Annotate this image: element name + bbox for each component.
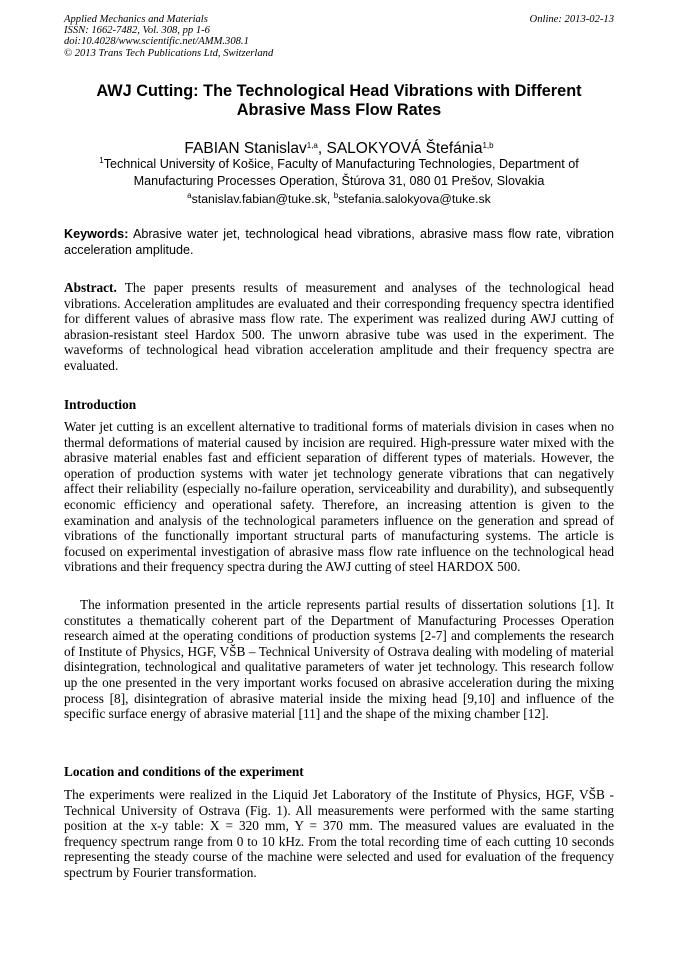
email-link[interactable]: stanislav.fabian@tuke.sk (191, 192, 327, 206)
author-sup: 1,b (482, 141, 494, 150)
abstract (64, 280, 614, 374)
affiliation-sup: 1 (99, 156, 104, 165)
section-heading: Location and conditions of the experiment (64, 764, 304, 779)
body-paragraph: The experiments were realized in the Liquid Jet Laboratory of the Institute of Physics, HGF, VŠB - Technical University of Ostrava (Fig. 1). All measurements were performed with the same starting position at the x-y table: X = 320 mm, Y = 370 mm. The measured values are evaluated in the frequency spectrum range from 0 to 10 kHz. From the total recording time of each cutting 10 seconds representing the steady course of the machine were selected and used for evaluation of the frequency spectrum by Fourier transformation. (64, 787, 614, 880)
title-line: Abrasive Mass Flow Rates (236, 101, 442, 119)
author-name: FABIAN Stanislav (184, 140, 307, 157)
abstract-text: The paper presents results of measurement and analyses of the technological head vibrations. Acceleration amplitudes are evaluated and their corresponding frequency spectra identified for different values of abrasive mass flow rate. The experiment was realized during AWJ cutting of abrasion-resistant steel Hardox 500. The unworn abrasive tube was used in the experiment. The waveforms of technological head vibration acceleration amplitude and their frequency spectra are evaluated. (64, 280, 614, 373)
section-heading: Introduction (64, 397, 137, 412)
body-paragraph: The information presented in the article represents partial results of dissertation solutions [1]. It constitutes a thematically coherent part of the Department of Manufacturing Processes Operation research aimed at the operating conditions of production systems [2-7] and complements the research of Institute of Physics, HGF, VŠB – Technical University of Ostrava dealing with modeling of material disintegration, technological and qualitative parameters of water jet technology. This research follow up the one presented in the very important works focused on abrasive acceleration during the mixing process [8], disintegration of abrasive material inside the mixing head [9,10] and influence of the specific surface energy of abrasive material [11] and the shape of the mixing chamber [12]. (64, 597, 614, 722)
keywords (64, 226, 614, 258)
affiliation-line: Technical University of Košice, Faculty of Manufacturing Technologies, Department of (103, 157, 579, 171)
email-link[interactable]: stefania.salokyova@tuke.sk (338, 192, 491, 206)
issn: ISSN: 1662-7482, Vol. 308, pp 1-6 (64, 25, 210, 37)
journal-name: Applied Mechanics and Materials (64, 14, 208, 25)
title-line: AWJ Cutting: The Technological Head Vibrations with Different (96, 82, 582, 100)
body-paragraph: Water jet cutting is an excellent alternative to traditional forms of materials division in cases when no thermal deformations of material caused by incision are required. High-pressure water mixed with the abrasive material enables fast and efficient separation of different types of materials. However, the operation of production systems with water jet technology generate vibrations that can negatively affect their reliability (especially no-failure operation, serviceability and durability), and subsequently economic efficiency and operational safety. Therefore, an increasing attention is given to the examination and analysis of the technological parameters influence on the generation and spread of vibrations of the functionally important structural parts of manufacturing systems. The article is focused on experimental investigation of abrasive mass flow rate influence on the technological head vibrations and their frequency spectra during the AWJ cutting of steel HARDOX 500. (64, 419, 614, 575)
doi[interactable]: doi:10.4028/www.scientific.net/AMM.308.1 (64, 36, 249, 48)
keywords-text: Abrasive water jet, technological head vibrations, abrasive mass flow rate, vibration acceleration amplitude. (64, 227, 614, 257)
keywords-label: Keywords: (64, 227, 129, 241)
journal-header (64, 14, 273, 59)
affiliation (64, 156, 614, 190)
author-sup: 1,a (306, 141, 318, 150)
emails (64, 192, 614, 206)
email-sup: b (333, 191, 339, 200)
online-date: Online: 2013-02-13 (529, 14, 614, 25)
separator: , (317, 140, 327, 157)
paper-title (64, 82, 614, 120)
separator: , (326, 192, 334, 206)
abstract-label: Abstract. (64, 280, 117, 295)
copyright: © 2013 Trans Tech Publications Ltd, Switzerland (64, 47, 274, 59)
author-name: SALOKYOVÁ Štefánia (326, 140, 483, 157)
affiliation-line: Manufacturing Processes Operation, Štúrova 31, 080 01 Prešov, Slovakia (133, 174, 545, 188)
email-sup: a (187, 191, 192, 200)
